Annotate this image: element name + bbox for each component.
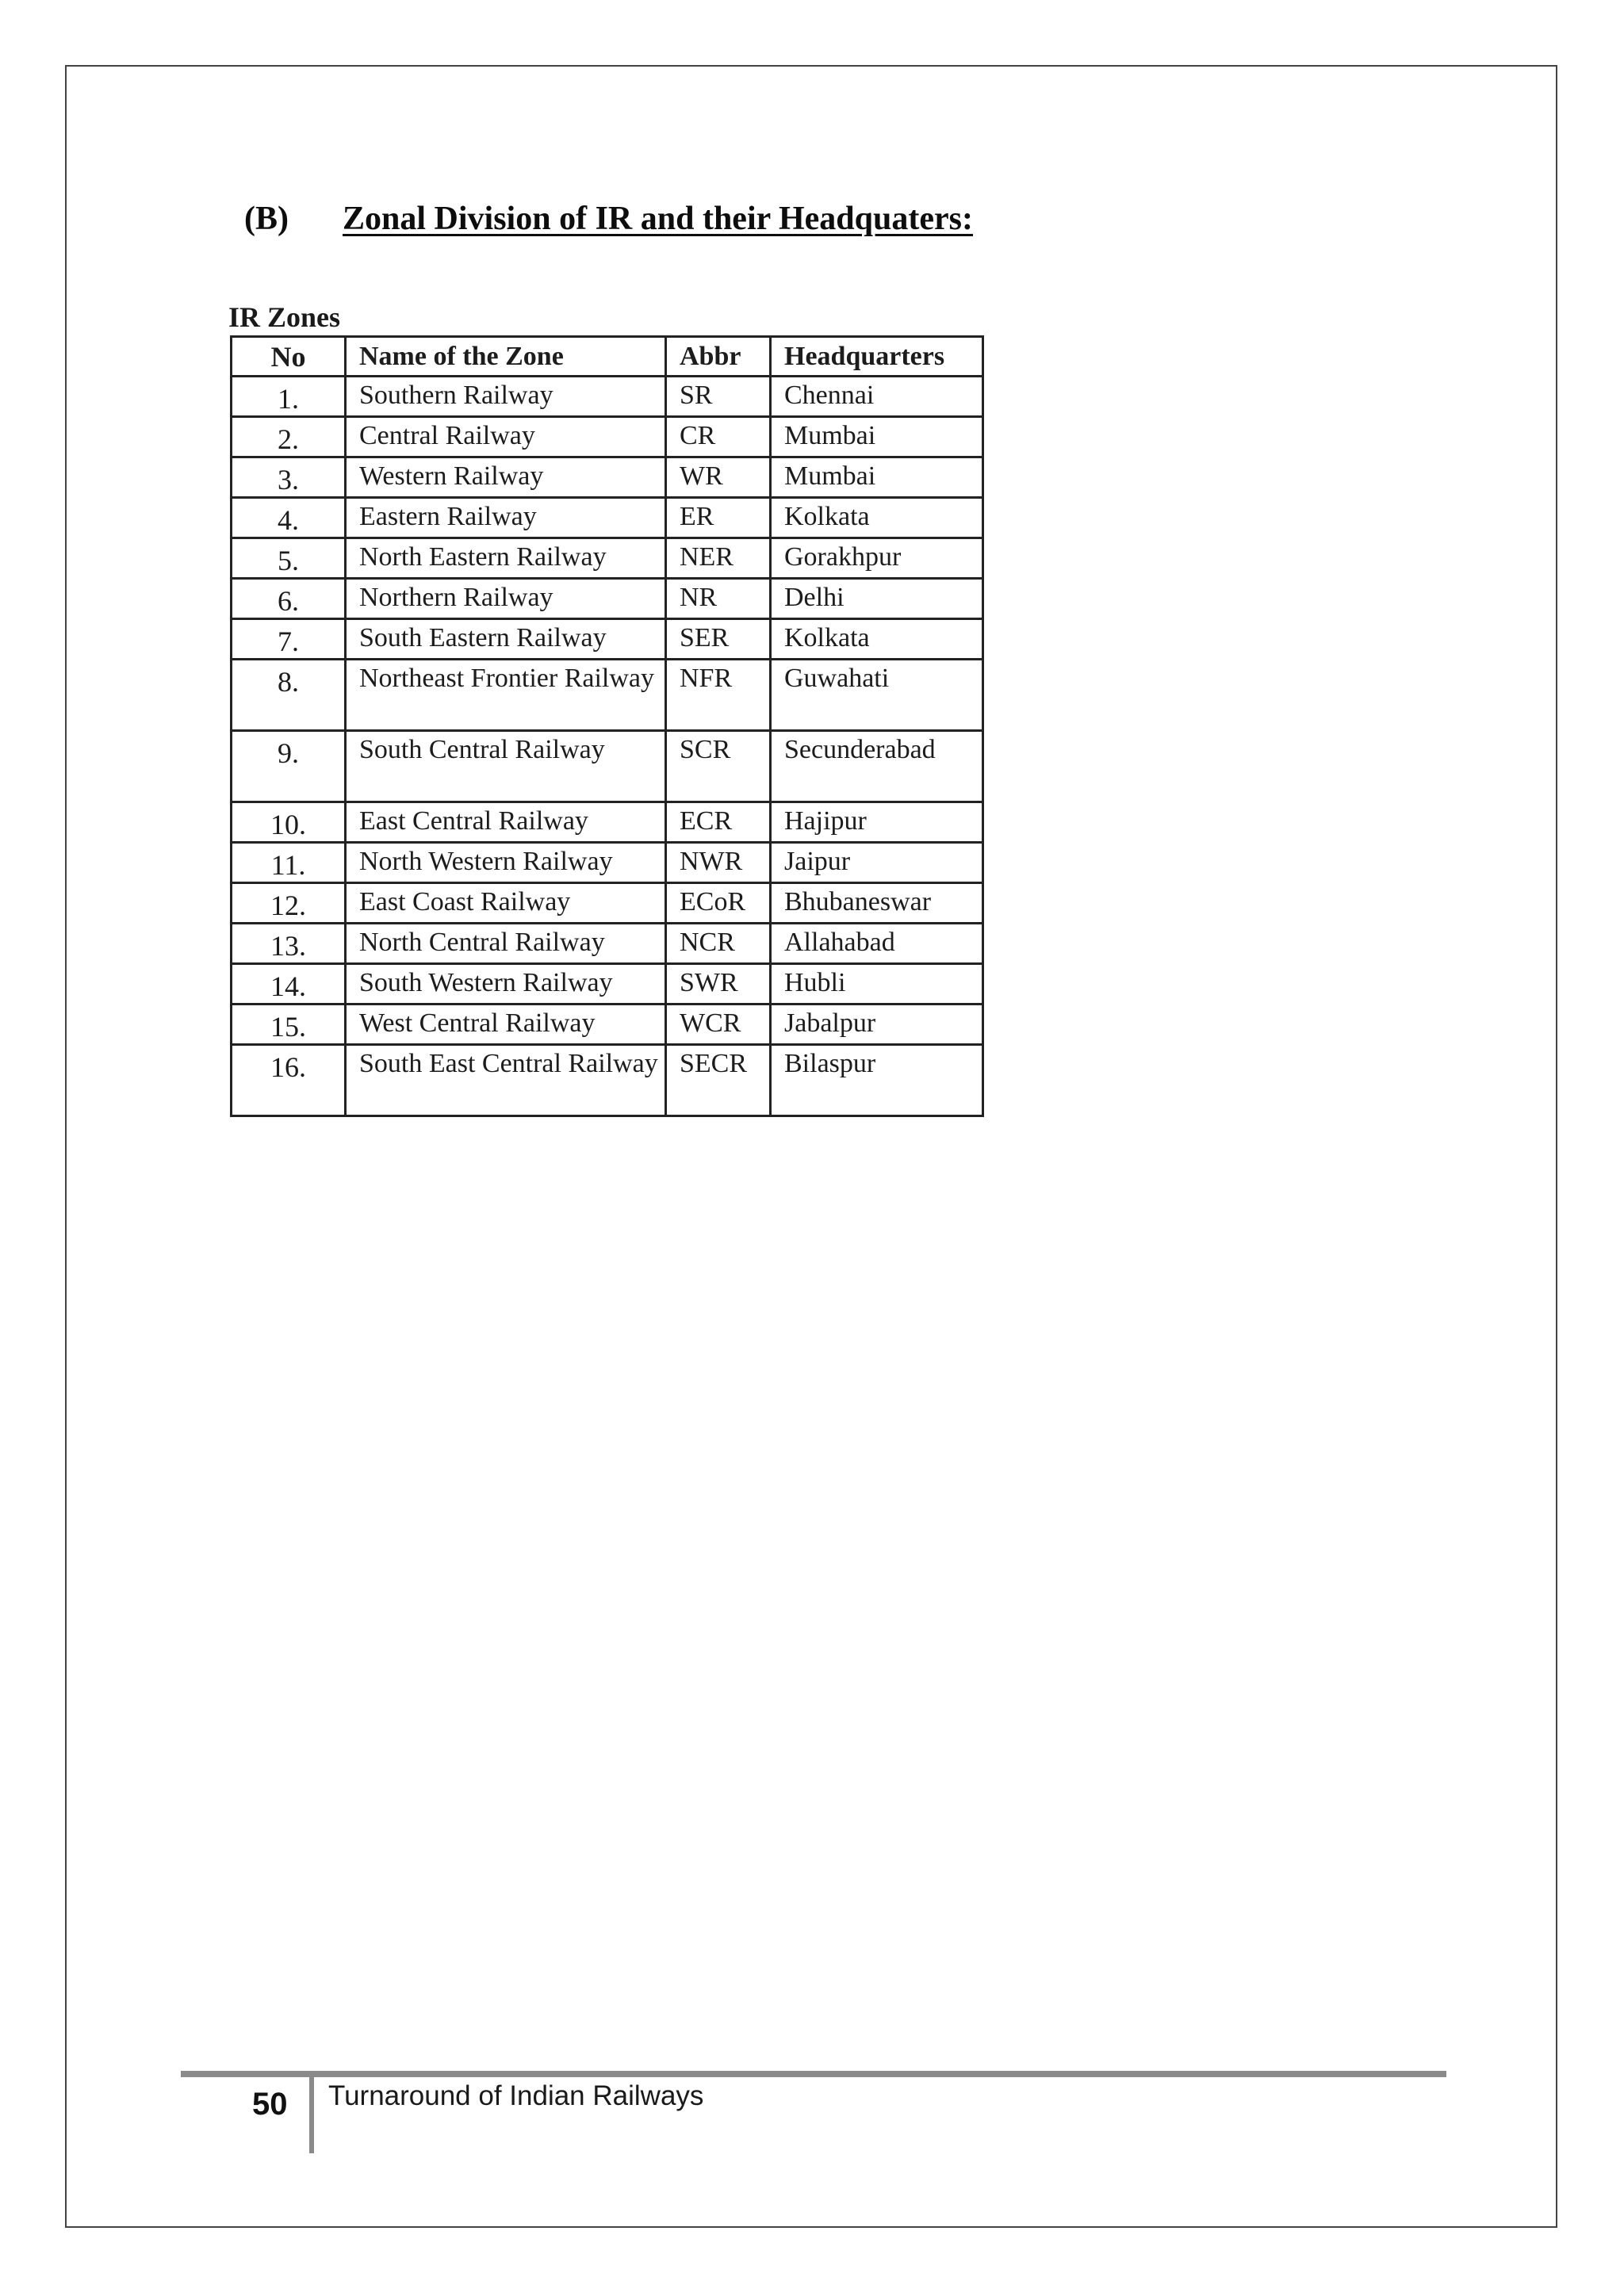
table-row [232,883,983,924]
header-no: No [232,337,346,377]
cell-abbr: ECR [666,802,771,843]
table-row [232,457,983,498]
cell-zone-name: South East Central Railway [346,1045,666,1116]
table-row [232,417,983,457]
ir-zones-table [230,335,984,1117]
cell-no: 3. [232,457,346,498]
cell-headquarters: Chennai [771,377,983,417]
cell-headquarters: Kolkata [771,498,983,538]
cell-headquarters: Secunderabad [771,731,983,802]
table-row [232,843,983,883]
cell-abbr: NCR [666,924,771,964]
cell-zone-name: West Central Railway [346,1004,666,1045]
cell-no: 6. [232,579,346,619]
page-number: 50 [252,2087,288,2122]
cell-no: 13. [232,924,346,964]
cell-abbr: SECR [666,1045,771,1116]
cell-zone-name: Northern Railway [346,579,666,619]
cell-zone-name: North Eastern Railway [346,538,666,579]
cell-no: 10. [232,802,346,843]
cell-abbr: SCR [666,731,771,802]
table-row [232,538,983,579]
cell-abbr: NFR [666,660,771,731]
cell-abbr: WCR [666,1004,771,1045]
cell-no: 1. [232,377,346,417]
cell-headquarters: Delhi [771,579,983,619]
table-row [232,1045,983,1116]
table-row [232,1004,983,1045]
cell-no: 8. [232,660,346,731]
cell-headquarters: Mumbai [771,457,983,498]
cell-zone-name: Eastern Railway [346,498,666,538]
cell-headquarters: Gorakhpur [771,538,983,579]
cell-headquarters: Kolkata [771,619,983,660]
cell-headquarters: Mumbai [771,417,983,457]
cell-abbr: SR [666,377,771,417]
cell-headquarters: Guwahati [771,660,983,731]
cell-headquarters: Hajipur [771,802,983,843]
cell-headquarters: Jabalpur [771,1004,983,1045]
cell-abbr: SWR [666,964,771,1004]
table-row [232,377,983,417]
table-row [232,619,983,660]
table-row [232,731,983,802]
cell-headquarters: Bilaspur [771,1045,983,1116]
cell-zone-name: East Coast Railway [346,883,666,924]
table-row [232,802,983,843]
section-title: Zonal Division of IR and their Headquaters: [343,201,973,237]
cell-abbr: ECoR [666,883,771,924]
cell-zone-name: North Western Railway [346,843,666,883]
cell-zone-name: South Eastern Railway [346,619,666,660]
cell-zone-name: Southern Railway [346,377,666,417]
header-headquarters: Headquarters [771,337,983,377]
cell-headquarters: Jaipur [771,843,983,883]
cell-no: 5. [232,538,346,579]
cell-abbr: SER [666,619,771,660]
cell-zone-name: North Central Railway [346,924,666,964]
cell-headquarters: Hubli [771,964,983,1004]
table-row [232,924,983,964]
cell-no: 12. [232,883,346,924]
cell-zone-name: East Central Railway [346,802,666,843]
cell-no: 16. [232,1045,346,1116]
header-zone-name: Name of the Zone [346,337,666,377]
table-row [232,498,983,538]
cell-abbr: CR [666,417,771,457]
cell-no: 9. [232,731,346,802]
cell-abbr: NR [666,579,771,619]
cell-no: 11. [232,843,346,883]
header-abbr: Abbr [666,337,771,377]
cell-abbr: NWR [666,843,771,883]
cell-headquarters: Allahabad [771,924,983,964]
cell-zone-name: Western Railway [346,457,666,498]
table-row [232,964,983,1004]
table-row [232,660,983,731]
cell-zone-name: Northeast Frontier Railway [346,660,666,731]
table-caption: IR Zones [228,301,341,333]
table-row [232,579,983,619]
table-header-row [232,337,983,377]
cell-no: 15. [232,1004,346,1045]
cell-no: 7. [232,619,346,660]
cell-abbr: ER [666,498,771,538]
cell-no: 14. [232,964,346,1004]
cell-zone-name: Central Railway [346,417,666,457]
cell-no: 4. [232,498,346,538]
section-heading [244,193,973,244]
cell-zone-name: South Western Railway [346,964,666,1004]
section-label: (B) [244,201,289,237]
cell-headquarters: Bhubaneswar [771,883,983,924]
cell-abbr: NER [666,538,771,579]
cell-zone-name: South Central Railway [346,731,666,802]
cell-abbr: WR [666,457,771,498]
cell-no: 2. [232,417,346,457]
footer-divider [309,2077,314,2153]
running-title: Turnaround of Indian Railways [328,2080,704,2111]
